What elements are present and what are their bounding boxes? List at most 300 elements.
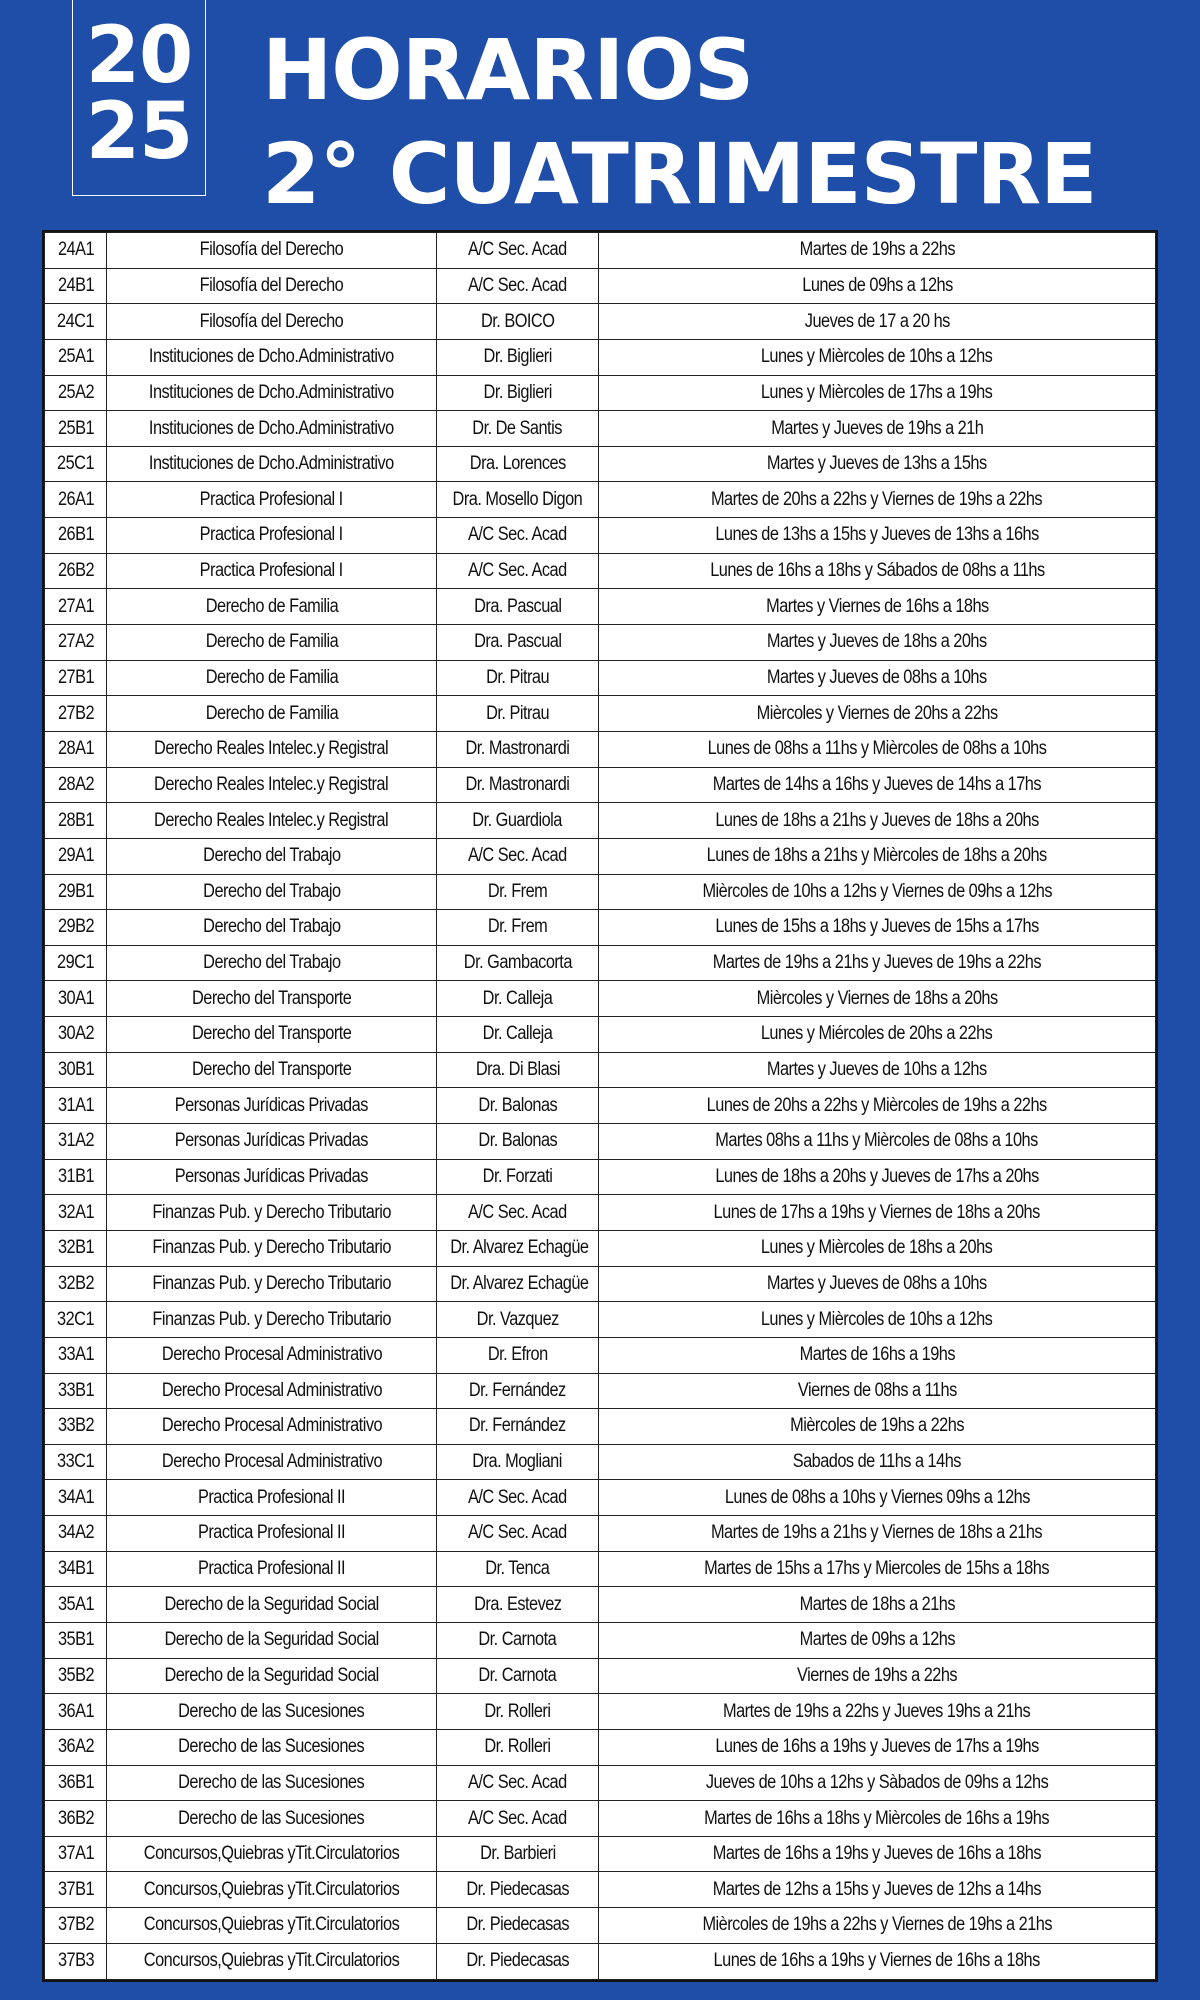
- subject-name-cell: [107, 1729, 437, 1765]
- course-code: 25A1: [57, 346, 94, 368]
- teacher-name: A/C Sec. Acad: [468, 524, 567, 546]
- schedule-time: Martes y Jueves de 19hs a 21h: [770, 417, 984, 439]
- course-code-cell: [45, 1872, 107, 1908]
- teacher-name-cell: [437, 1943, 599, 1979]
- schedule-time: Martes de 16hs a 19hs: [799, 1344, 955, 1366]
- course-code: 32B1: [57, 1237, 94, 1259]
- table-row: [45, 945, 1156, 981]
- subject-name-cell: [107, 518, 437, 554]
- course-code: 35A1: [57, 1593, 94, 1615]
- schedule-time-cell: [599, 767, 1156, 803]
- schedule-time-cell: [599, 731, 1156, 767]
- teacher-name: Dr. Alvarez Echagüe: [450, 1237, 589, 1259]
- subject-name: Concursos,Quiebras yTit.Circulatorios: [143, 1878, 400, 1900]
- schedule-time: Lunes de 08hs a 11hs y Mièrcoles de 08hs a 10hs: [707, 738, 1047, 760]
- course-code-cell: [45, 1302, 107, 1338]
- table-row: [45, 731, 1156, 767]
- teacher-name: Dr. Biglieri: [483, 381, 552, 403]
- schedule-time: Martes de 16hs a 19hs y Jueves de 16hs a 18hs: [712, 1843, 1042, 1865]
- schedule-time-cell: [599, 1694, 1156, 1730]
- schedule-time: Lunes de 08hs a 10hs y Viernes 09hs a 12hs: [724, 1486, 1030, 1508]
- teacher-name: A/C Sec. Acad: [468, 560, 567, 582]
- teacher-name: A/C Sec. Acad: [468, 1807, 567, 1829]
- teacher-name-cell: [437, 1159, 599, 1195]
- subject-name: Practica Profesional I: [199, 488, 344, 510]
- schedule-time: Lunes y Mièrcoles de 10hs a 12hs: [761, 346, 993, 368]
- teacher-name: Dra. Mogliani: [472, 1451, 563, 1473]
- schedule-time-cell: [599, 1872, 1156, 1908]
- teacher-name-cell: [437, 1337, 599, 1373]
- teacher-name-cell: [437, 731, 599, 767]
- course-code-cell: [45, 375, 107, 411]
- schedule-time-cell: [599, 1622, 1156, 1658]
- schedule-time: Mièrcoles y Viernes de 20hs a 22hs: [756, 702, 998, 724]
- course-code: 26B2: [57, 560, 94, 582]
- subject-name-cell: [107, 1801, 437, 1837]
- table-row: [45, 1480, 1156, 1516]
- subject-name: Derecho del Transporte: [191, 987, 352, 1009]
- schedule-time-cell: [599, 696, 1156, 732]
- schedule-time: Martes y Jueves de 18hs a 20hs: [767, 631, 987, 653]
- course-code-cell: [45, 1444, 107, 1480]
- teacher-name: Dr. Alvarez Echagüe: [450, 1272, 589, 1294]
- subject-name-cell: [107, 803, 437, 839]
- teacher-name: Dra. Di Blasi: [475, 1059, 560, 1081]
- teacher-name-cell: [437, 1622, 599, 1658]
- course-code: 36B2: [57, 1807, 94, 1829]
- schedule-time-cell: [599, 1017, 1156, 1053]
- course-code-cell: [45, 518, 107, 554]
- subject-name: Instituciones de Dcho.Administrativo: [149, 381, 394, 403]
- schedule-time-cell: [599, 411, 1156, 447]
- course-code: 37B3: [57, 1950, 94, 1972]
- schedule-time: Lunes de 17hs a 19hs y Viernes de 18hs a 20hs: [713, 1201, 1041, 1223]
- subject-name: Derecho de Familia: [205, 595, 338, 617]
- teacher-name: A/C Sec. Acad: [468, 1771, 567, 1793]
- course-code: 29C1: [56, 952, 95, 974]
- table-row: [45, 1195, 1156, 1231]
- course-code: 33B2: [57, 1415, 94, 1437]
- course-code: 31B1: [57, 1165, 94, 1187]
- subject-name: Derecho de Familia: [205, 702, 338, 724]
- course-code: 29B1: [57, 880, 94, 902]
- course-code: 28A1: [57, 738, 94, 760]
- schedule-time-cell: [599, 1159, 1156, 1195]
- course-code-cell: [45, 1052, 107, 1088]
- table-row: [45, 1409, 1156, 1445]
- subject-name-cell: [107, 1587, 437, 1623]
- course-code-cell: [45, 981, 107, 1017]
- schedule-time: Martes de 19hs a 21hs y Viernes de 18hs a 21hs: [711, 1522, 1043, 1544]
- teacher-name-cell: [437, 1836, 599, 1872]
- subject-name: Practica Profesional I: [199, 560, 344, 582]
- teacher-name: Dr. Barbieri: [479, 1843, 556, 1865]
- schedule-time-cell: [599, 874, 1156, 910]
- course-code-cell: [45, 838, 107, 874]
- teacher-name: A/C Sec. Acad: [468, 1522, 567, 1544]
- subject-name: Finanzas Pub. y Derecho Tributario: [152, 1308, 391, 1330]
- table-row: [45, 1266, 1156, 1302]
- schedule-time: Lunes de 16hs a 19hs y Jueves de 17hs a 19hs: [715, 1736, 1039, 1758]
- schedule-time-cell: [599, 375, 1156, 411]
- subject-name-cell: [107, 1088, 437, 1124]
- table-row: [45, 268, 1156, 304]
- teacher-name: Dr. Tenca: [485, 1558, 550, 1580]
- subject-name: Derecho del Transporte: [191, 1059, 352, 1081]
- course-code-cell: [45, 411, 107, 447]
- table-row: [45, 696, 1156, 732]
- table-row: [45, 1694, 1156, 1730]
- course-code-cell: [45, 446, 107, 482]
- course-code: 35B2: [57, 1664, 94, 1686]
- teacher-name: Dr. De Santis: [472, 417, 563, 439]
- teacher-name: Dr. Forzati: [482, 1165, 553, 1187]
- table-row: [45, 339, 1156, 375]
- subject-name-cell: [107, 625, 437, 661]
- teacher-name: Dr. Balonas: [478, 1094, 557, 1116]
- subject-name-cell: [107, 1836, 437, 1872]
- teacher-name-cell: [437, 589, 599, 625]
- schedule-time: Martes de 15hs a 17hs y Miercoles de 15hs a 18hs: [704, 1558, 1050, 1580]
- subject-name: Filosofía del Derecho: [199, 310, 344, 332]
- teacher-name-cell: [437, 1694, 599, 1730]
- teacher-name: Dra. Lorences: [469, 453, 566, 475]
- teacher-name: Dr. Frem: [487, 916, 548, 938]
- subject-name-cell: [107, 589, 437, 625]
- schedule-time: Sabados de 11hs a 14hs: [792, 1451, 962, 1473]
- teacher-name-cell: [437, 981, 599, 1017]
- teacher-name-cell: [437, 910, 599, 946]
- subject-name-cell: [107, 1195, 437, 1231]
- subject-name: Derecho de Familia: [205, 667, 338, 688]
- teacher-name: Dr. Gambacorta: [463, 952, 572, 974]
- teacher-name: Dr. Piedecasas: [466, 1914, 569, 1936]
- course-code: 35B1: [57, 1629, 94, 1651]
- subject-name-cell: [107, 268, 437, 304]
- teacher-name-cell: [437, 1195, 599, 1231]
- table-row: [45, 874, 1156, 910]
- schedule-time: Lunes de 18hs a 21hs y Mièrcoles de 18hs a 20hs: [706, 845, 1047, 867]
- schedule-time: Viernes de 19hs a 22hs: [796, 1664, 958, 1686]
- subject-name-cell: [107, 375, 437, 411]
- table-row: [45, 1587, 1156, 1623]
- schedule-time-cell: [599, 1480, 1156, 1516]
- table-row: [45, 411, 1156, 447]
- teacher-name: Dr. Balonas: [478, 1130, 557, 1152]
- course-code-cell: [45, 1409, 107, 1445]
- schedule-time-cell: [599, 1052, 1156, 1088]
- schedule-time-cell: [599, 268, 1156, 304]
- subject-name: Derecho de las Sucesiones: [178, 1700, 365, 1722]
- course-code-cell: [45, 1908, 107, 1944]
- subject-name-cell: [107, 1622, 437, 1658]
- teacher-name-cell: [437, 625, 599, 661]
- course-code: 33A1: [57, 1344, 94, 1366]
- year-box: [72, 0, 206, 196]
- teacher-name: Dr. Pitrau: [486, 667, 549, 688]
- schedule-time-cell: [599, 803, 1156, 839]
- course-code-cell: [45, 731, 107, 767]
- teacher-name: Dr. Rolleri: [484, 1700, 551, 1722]
- subject-name-cell: [107, 981, 437, 1017]
- title-line-2: 2° CUATRIMESTRE: [262, 125, 1097, 223]
- subject-name-cell: [107, 731, 437, 767]
- teacher-name: Dr. Piedecasas: [466, 1878, 569, 1900]
- course-code: 29A1: [57, 845, 94, 867]
- course-code: 34A2: [57, 1522, 94, 1544]
- teacher-name: Dr. BOICO: [480, 310, 555, 332]
- course-code-cell: [45, 1088, 107, 1124]
- schedule-time-cell: [599, 981, 1156, 1017]
- subject-name-cell: [107, 1230, 437, 1266]
- course-code-cell: [45, 1373, 107, 1409]
- subject-name-cell: [107, 1124, 437, 1160]
- schedule-time: Lunes y Mièrcoles de 17hs a 19hs: [761, 381, 993, 403]
- subject-name-cell: [107, 1444, 437, 1480]
- schedule-time-cell: [599, 1230, 1156, 1266]
- table-row: [45, 518, 1156, 554]
- course-code-cell: [45, 1694, 107, 1730]
- teacher-name: Dra. Mosello Digon: [452, 488, 583, 510]
- table-row: [45, 1836, 1156, 1872]
- subject-name: Derecho del Trabajo: [202, 952, 341, 974]
- schedule-time-cell: [599, 625, 1156, 661]
- subject-name: Practica Profesional II: [197, 1522, 346, 1544]
- teacher-name-cell: [437, 838, 599, 874]
- course-code-cell: [45, 660, 107, 696]
- teacher-name: Dr. Calleja: [482, 1023, 553, 1045]
- subject-name: Derecho del Trabajo: [202, 880, 341, 902]
- teacher-name-cell: [437, 1587, 599, 1623]
- course-code-cell: [45, 1551, 107, 1587]
- schedule-time: Lunes de 15hs a 18hs y Jueves de 15hs a 17hs: [715, 916, 1039, 938]
- schedule-time: Lunes de 13hs a 15hs y Jueves de 13hs a 16hs: [715, 524, 1039, 546]
- course-code: 36A1: [57, 1700, 94, 1722]
- course-code: 31A2: [57, 1130, 94, 1152]
- subject-name: Finanzas Pub. y Derecho Tributario: [152, 1272, 391, 1294]
- table-row: [45, 375, 1156, 411]
- table-row: [45, 1052, 1156, 1088]
- subject-name-cell: [107, 874, 437, 910]
- course-code-cell: [45, 1801, 107, 1837]
- schedule-time: Lunes y Miércoles de 20hs a 22hs: [761, 1023, 993, 1045]
- teacher-name-cell: [437, 1230, 599, 1266]
- table-row: [45, 838, 1156, 874]
- course-code-cell: [45, 1622, 107, 1658]
- schedule-time-cell: [599, 910, 1156, 946]
- schedule-time-cell: [599, 1908, 1156, 1944]
- schedule-time-cell: [599, 1088, 1156, 1124]
- table-row: [45, 1908, 1156, 1944]
- subject-name-cell: [107, 945, 437, 981]
- subject-name: Derecho de la Seguridad Social: [164, 1664, 379, 1686]
- course-code-cell: [45, 553, 107, 589]
- course-code: 26A1: [57, 488, 94, 510]
- teacher-name: Dr. Frem: [487, 880, 548, 902]
- course-code: 32C1: [56, 1308, 95, 1330]
- course-code-cell: [45, 1195, 107, 1231]
- schedule-time: Mièrcoles de 10hs a 12hs y Viernes de 09hs a 12hs: [702, 880, 1052, 902]
- subject-name: Derecho Procesal Administrativo: [161, 1451, 382, 1473]
- subject-name: Derecho de la Seguridad Social: [164, 1629, 379, 1651]
- schedule-time-cell: [599, 1266, 1156, 1302]
- subject-name-cell: [107, 411, 437, 447]
- table-row: [45, 1872, 1156, 1908]
- course-code: 25A2: [57, 381, 94, 403]
- schedule-time-cell: [599, 553, 1156, 589]
- course-code: 30A2: [57, 1023, 94, 1045]
- schedule-time-cell: [599, 482, 1156, 518]
- teacher-name-cell: [437, 1765, 599, 1801]
- subject-name-cell: [107, 553, 437, 589]
- schedule-time-cell: [599, 1337, 1156, 1373]
- course-code: 25C1: [56, 453, 95, 475]
- teacher-name-cell: [437, 1266, 599, 1302]
- teacher-name-cell: [437, 1124, 599, 1160]
- schedule-time: Lunes y Mièrcoles de 10hs a 12hs: [761, 1308, 993, 1330]
- schedule-time: Martes de 19hs a 21hs y Jueves de 19hs a 22hs: [712, 952, 1042, 974]
- table-row: [45, 1302, 1156, 1338]
- table-row: [45, 1551, 1156, 1587]
- course-code-cell: [45, 1337, 107, 1373]
- schedule-time-cell: [599, 1124, 1156, 1160]
- table-row: [45, 910, 1156, 946]
- table-row: [45, 1124, 1156, 1160]
- teacher-name-cell: [437, 1729, 599, 1765]
- subject-name-cell: [107, 1765, 437, 1801]
- schedule-time: Martes y Viernes de 16hs a 18hs: [765, 595, 989, 617]
- subject-name: Derecho de la Seguridad Social: [164, 1593, 379, 1615]
- schedule-time-cell: [599, 304, 1156, 340]
- course-code: 36A2: [57, 1736, 94, 1758]
- course-code: 30A1: [57, 987, 94, 1009]
- schedule-time: Lunes y Mièrcoles de 18hs a 20hs: [761, 1237, 993, 1259]
- teacher-name: Dr. Mastronardi: [465, 773, 570, 795]
- schedule-time-cell: [599, 838, 1156, 874]
- subject-name-cell: [107, 1159, 437, 1195]
- table-row: [45, 589, 1156, 625]
- subject-name: Instituciones de Dcho.Administrativo: [149, 346, 394, 368]
- subject-name: Finanzas Pub. y Derecho Tributario: [152, 1237, 391, 1259]
- subject-name-cell: [107, 696, 437, 732]
- teacher-name: Dr. Pitrau: [486, 702, 549, 724]
- teacher-name: Dr. Carnota: [478, 1629, 557, 1651]
- course-code-cell: [45, 1480, 107, 1516]
- teacher-name-cell: [437, 446, 599, 482]
- course-code-cell: [45, 910, 107, 946]
- subject-name: Derecho Procesal Administrativo: [161, 1379, 382, 1401]
- course-code: 24A1: [57, 239, 94, 261]
- schedule-time: Martes de 20hs a 22hs y Viernes de 19hs a 22hs: [711, 488, 1043, 510]
- schedule-time: Martes de 18hs a 21hs: [799, 1593, 955, 1615]
- schedule-time: Viernes de 08hs a 11hs: [797, 1379, 957, 1401]
- subject-name-cell: [107, 233, 437, 269]
- teacher-name-cell: [437, 696, 599, 732]
- teacher-name-cell: [437, 1373, 599, 1409]
- teacher-name-cell: [437, 874, 599, 910]
- subject-name-cell: [107, 838, 437, 874]
- schedule-time: Martes de 14hs a 16hs y Jueves de 14hs a 17hs: [712, 773, 1042, 795]
- teacher-name: Dr. Fernández: [469, 1379, 566, 1401]
- table-row: [45, 1088, 1156, 1124]
- subject-name-cell: [107, 1052, 437, 1088]
- schedule-time-cell: [599, 339, 1156, 375]
- course-code-cell: [45, 589, 107, 625]
- title-line-1: HORARIOS: [262, 21, 754, 119]
- teacher-name: Dr. Rolleri: [484, 1736, 551, 1758]
- course-code-cell: [45, 1124, 107, 1160]
- subject-name: Concursos,Quiebras yTit.Circulatorios: [143, 1950, 400, 1972]
- table-row: [45, 482, 1156, 518]
- teacher-name-cell: [437, 1088, 599, 1124]
- subject-name: Filosofía del Derecho: [199, 274, 344, 296]
- table-row: [45, 1337, 1156, 1373]
- course-code: 32B2: [57, 1272, 94, 1294]
- schedule-time: Martes de 09hs a 12hs: [799, 1629, 955, 1651]
- schedule-time: Lunes de 20hs a 22hs y Mièrcoles de 19hs a 22hs: [706, 1094, 1047, 1116]
- subject-name-cell: [107, 1943, 437, 1979]
- course-code: 33C1: [56, 1451, 95, 1473]
- subject-name-cell: [107, 446, 437, 482]
- subject-name-cell: [107, 304, 437, 340]
- subject-name: Derecho Reales Intelec.y Registral: [154, 738, 389, 760]
- table-row: [45, 233, 1156, 269]
- schedule-time: Martes y Jueves de 08hs a 10hs: [767, 667, 987, 688]
- subject-name-cell: [107, 1908, 437, 1944]
- schedule-time-cell: [599, 1551, 1156, 1587]
- table-row: [45, 1729, 1156, 1765]
- course-code: 29B2: [57, 916, 94, 938]
- subject-name: Derecho de Familia: [205, 631, 338, 653]
- year-top: 20: [85, 11, 193, 101]
- course-code-cell: [45, 1587, 107, 1623]
- course-code-cell: [45, 767, 107, 803]
- subject-name-cell: [107, 1872, 437, 1908]
- course-code: 28A2: [57, 773, 94, 795]
- subject-name-cell: [107, 1302, 437, 1338]
- table-row: [45, 1373, 1156, 1409]
- teacher-name: Dr. Biglieri: [483, 346, 552, 368]
- subject-name: Personas Jurídicas Privadas: [174, 1165, 369, 1187]
- teacher-name: A/C Sec. Acad: [468, 274, 567, 296]
- teacher-name-cell: [437, 339, 599, 375]
- subject-name: Concursos,Quiebras yTit.Circulatorios: [143, 1843, 400, 1865]
- course-code-cell: [45, 696, 107, 732]
- subject-name: Personas Jurídicas Privadas: [174, 1130, 369, 1152]
- schedule-time: Jueves de 17 a 20 hs: [804, 310, 950, 332]
- teacher-name: Dr. Guardiola: [472, 809, 563, 831]
- course-code-cell: [45, 1729, 107, 1765]
- subject-name-cell: [107, 1516, 437, 1552]
- subject-name: Derecho Reales Intelec.y Registral: [154, 773, 389, 795]
- teacher-name: Dra. Pascual: [473, 595, 562, 617]
- schedule-table: [42, 230, 1158, 1982]
- subject-name: Derecho de las Sucesiones: [178, 1771, 365, 1793]
- table-row: [45, 553, 1156, 589]
- course-code: 37A1: [57, 1843, 94, 1865]
- teacher-name-cell: [437, 233, 599, 269]
- subject-name: Derecho Procesal Administrativo: [161, 1344, 382, 1366]
- teacher-name-cell: [437, 553, 599, 589]
- teacher-name-cell: [437, 518, 599, 554]
- teacher-name: Dr. Carnota: [478, 1664, 557, 1686]
- course-code: 31A1: [57, 1094, 94, 1116]
- subject-name: Practica Profesional II: [197, 1486, 346, 1508]
- table-row: [45, 1622, 1156, 1658]
- teacher-name-cell: [437, 660, 599, 696]
- schedule-time: Mièrcoles de 19hs a 22hs: [790, 1415, 964, 1437]
- schedule-time-cell: [599, 1943, 1156, 1979]
